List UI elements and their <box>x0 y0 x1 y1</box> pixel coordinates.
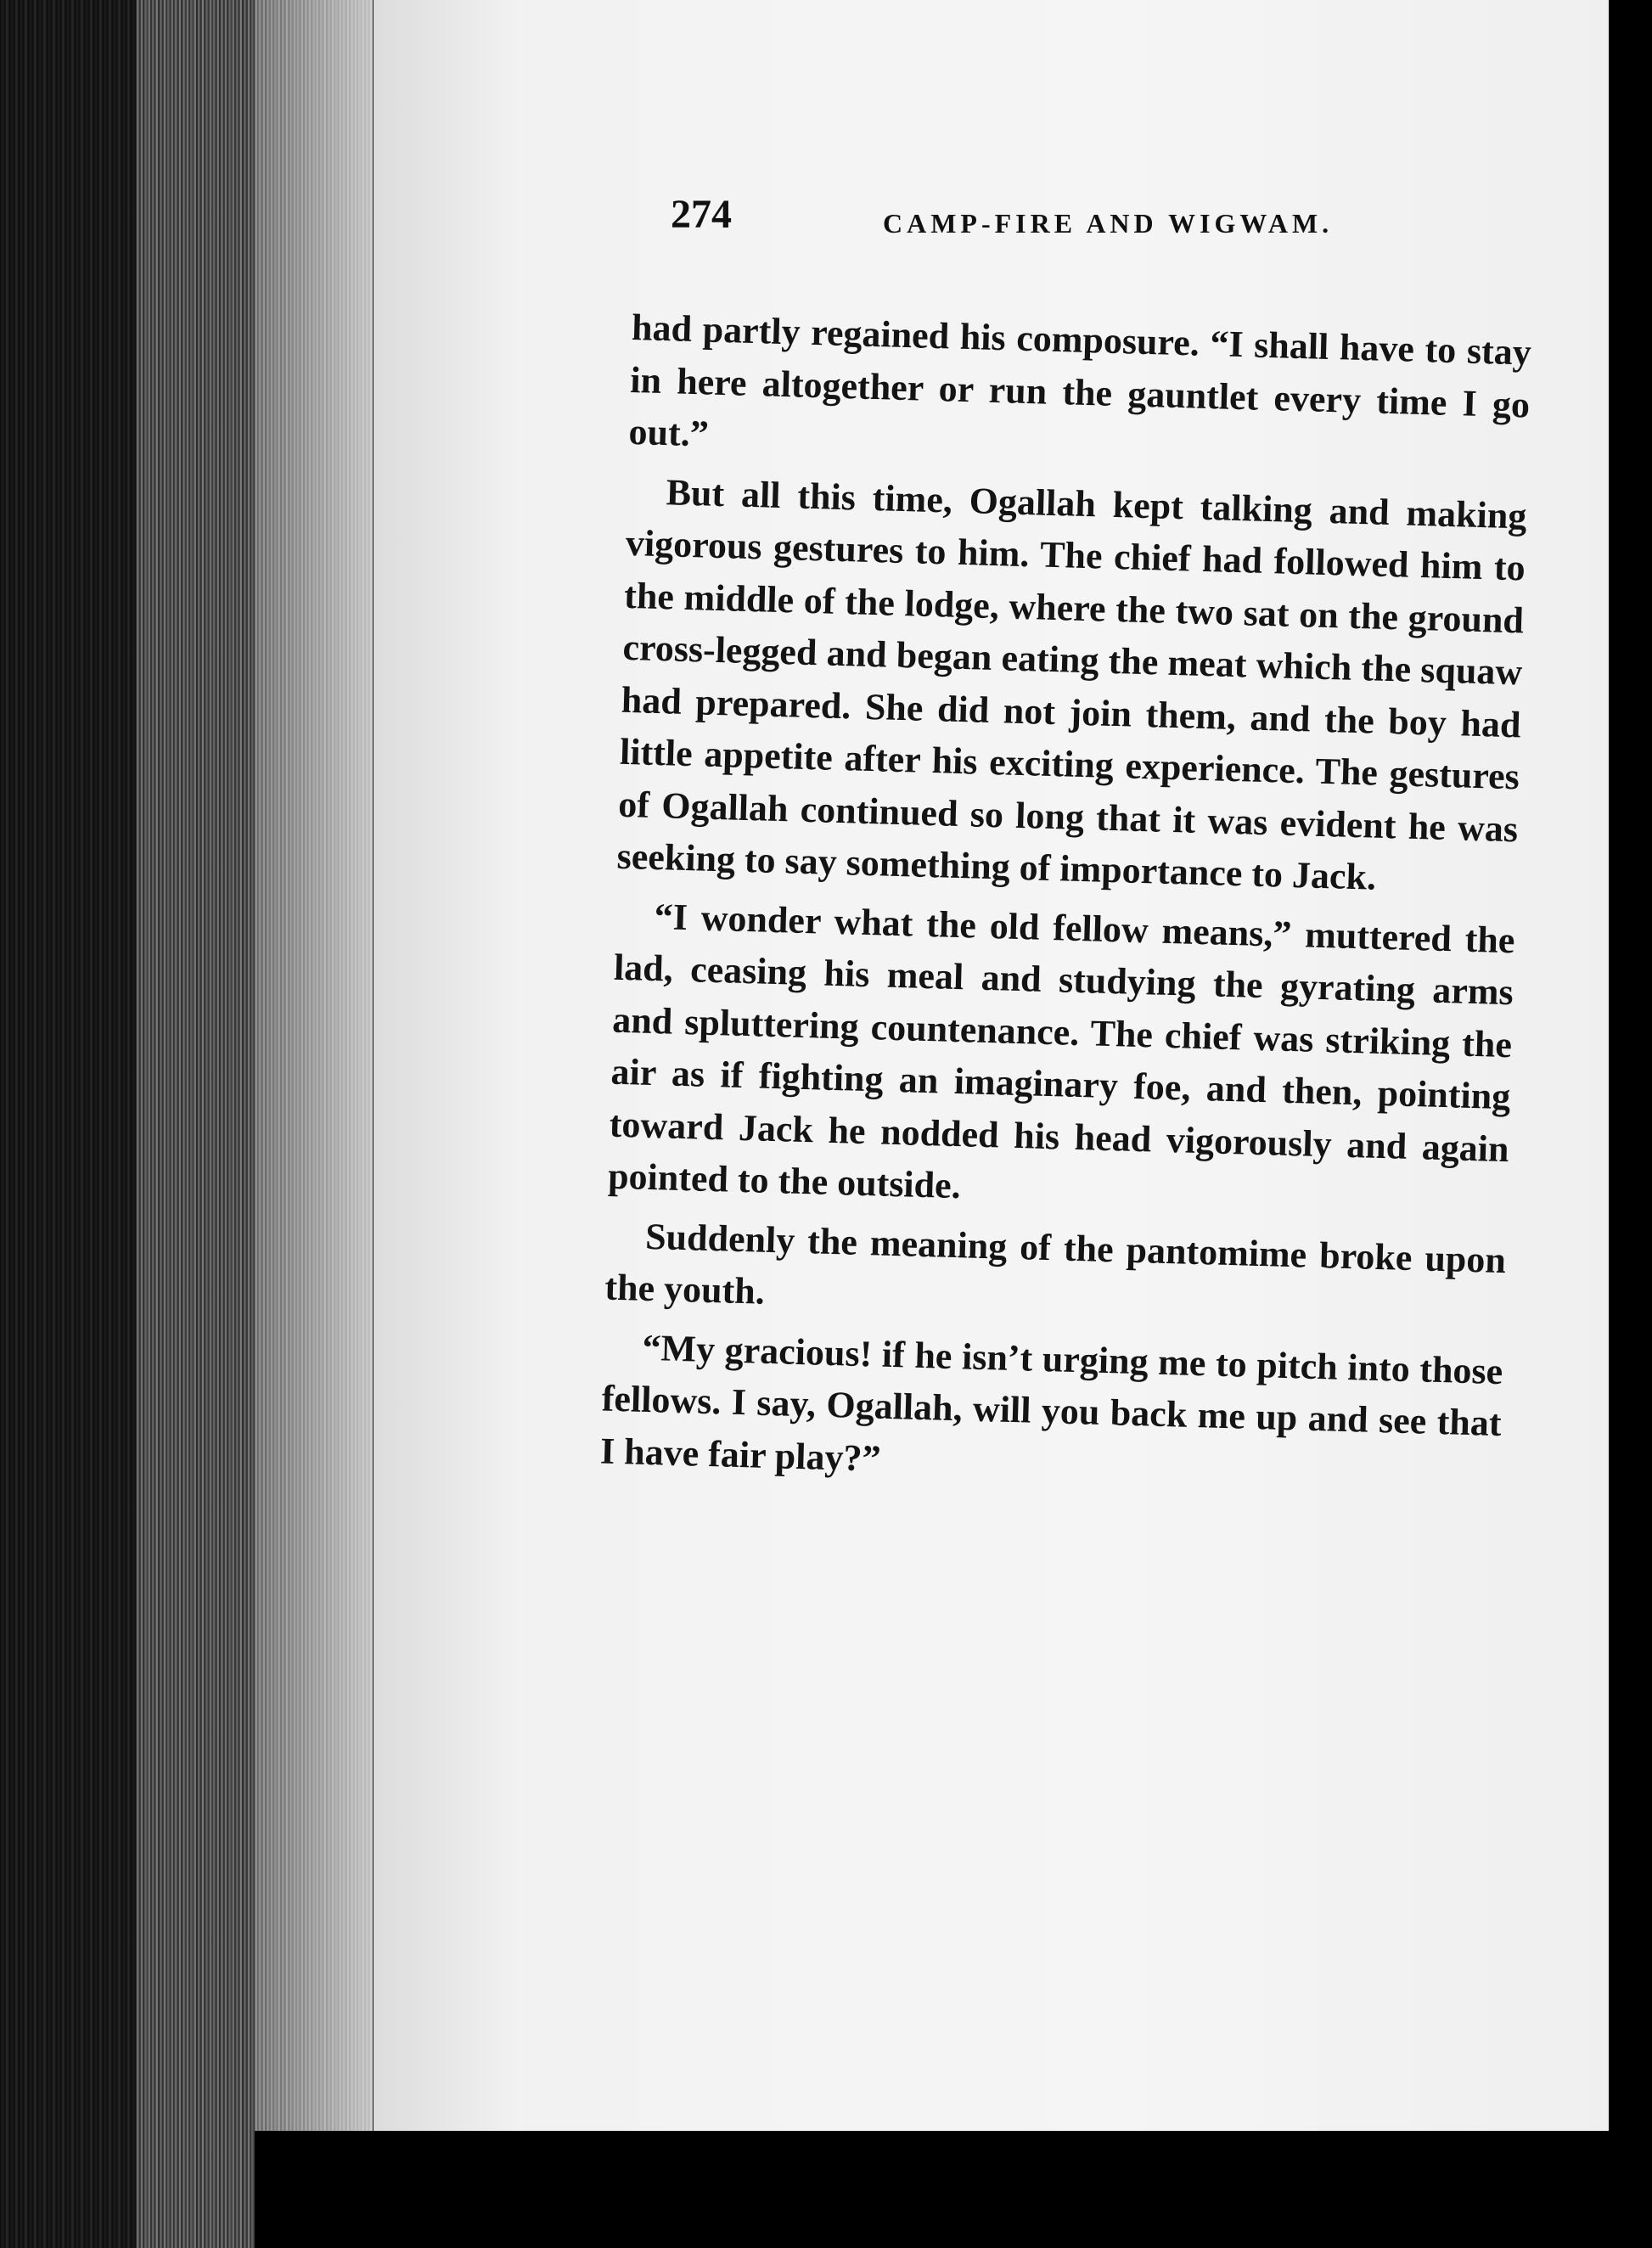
paragraph: “I wonder what the old fellow means,” muttered the lad, ceasing his meal and studying the gyrating arms and spluttering countenance. The chief was striking the air as if fighting an imaginary foe, and then, pointing toward Jack he nodded his head vigorously and again pointed to the outside. <box>607 895 1516 1207</box>
page-number: 274 <box>671 192 732 237</box>
running-head <box>671 191 1435 259</box>
paragraph: had partly regained his composure. “I shall have to stay in here altogether or run the gauntlet every time I go out.” <box>628 306 1532 455</box>
paragraph: But all this time, Ogallah kept talking and making vigorous gestures to him. The chief had followed him to the middle of the lodge, where the two sat on the ground cross-legged and began eating the meat which the squaw had prepared. She did not join them, and the boy had little appetite after his exciting experience. The gestures of Ogallah continued so long that it was evident he was seeking to say something of importance to Jack. <box>616 470 1528 898</box>
page-bottom-shadow <box>255 2131 1652 2248</box>
paragraph: Suddenly the meaning of the pantomime broke upon the youth. <box>604 1215 1507 1312</box>
body-text <box>599 301 1531 1502</box>
running-head-title: CAMP-FIRE AND WIGWAM. <box>883 208 1334 239</box>
page-right-edge <box>1609 0 1652 2248</box>
paragraph: “My gracious! if he isn’t urging me to pitch into those fellows. I say, Ogallah, will you back me up and see that I have fair play?” <box>599 1326 1503 1480</box>
